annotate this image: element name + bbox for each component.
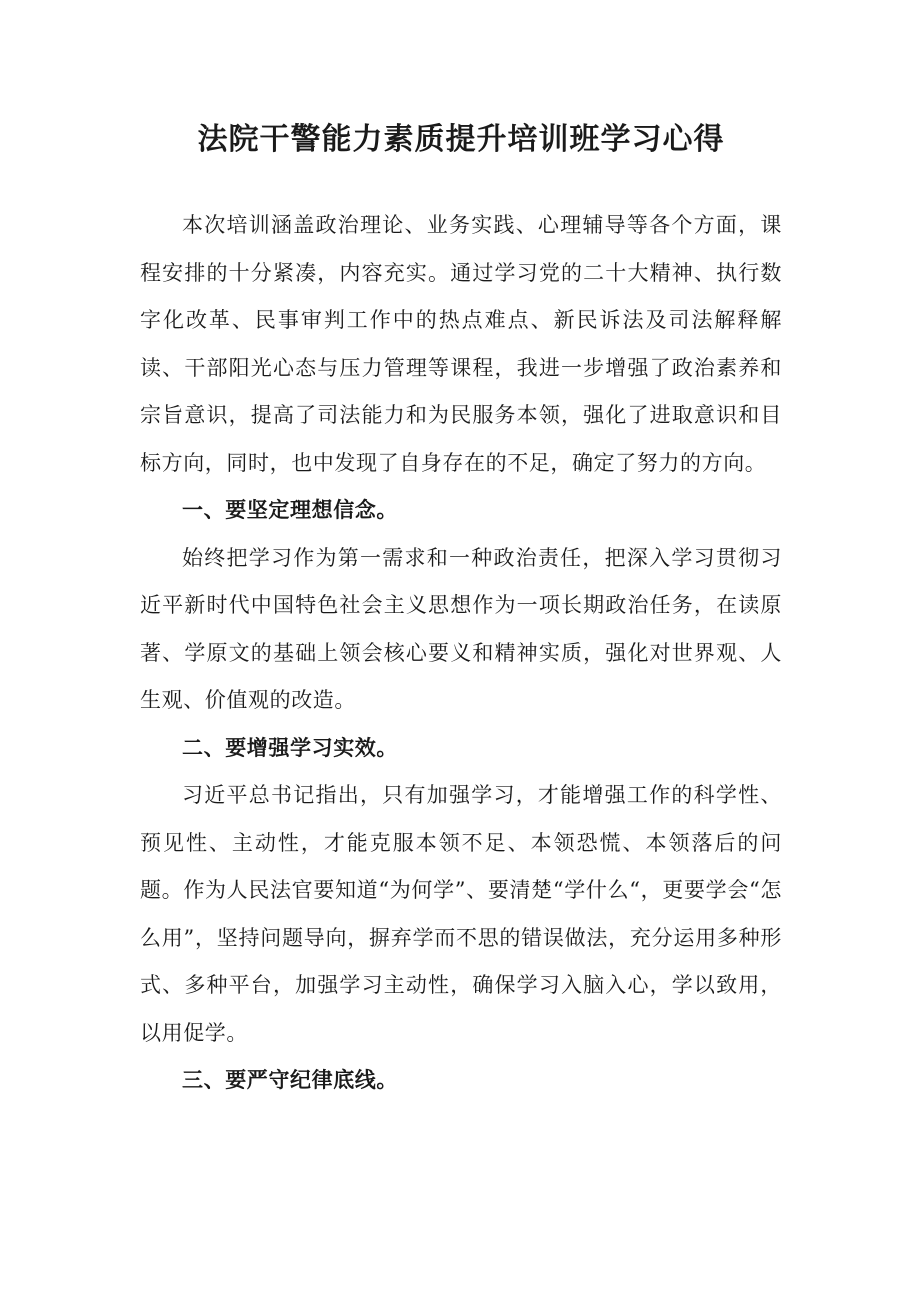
section-heading-1: 一、要坚定理想信念。 — [182, 498, 398, 522]
intro-paragraph: 本次培训涵盖政治理论、业务实践、心理辅导等各个方面，课程安排的十分紧凑，内容充实。通过学习党的二十大精神、执行数字化改革、民事审判工作中的热点难点、新民诉法及司法解释解读、干部阳光心态与压力管理等课程，我进一步增强了政治素养和宗旨意识，提高了司法能力和为民服务本领，强化了进取意识和目标方向，同时，也中发现了自身存在的不足，确定了努力的方向。 — [140, 213, 782, 475]
section-paragraph-2: 习近平总书记指出，只有加强学习，才能增强工作的科学性、预见性、主动性，才能克服本领不足、本领恐慌、本领落后的问题。作为人民法官要知道“为何学”、要清楚“学什么“，更要学会“怎么用”，坚持问题导向，摒弃学而不思的错误做法，充分运用多种形式、多种平台，加强学习主动性，确保学习入脑入心，学以致用，以用促学。 — [140, 783, 782, 1045]
document-title: 法院干警能力素质提升培训班学习心得 — [197, 122, 725, 157]
section-heading-2: 二、要增强学习实效。 — [182, 735, 398, 760]
section-paragraph-1: 始终把学习作为第一需求和一种政治责任，把深入学习贯彻习近平新时代中国特色社会主义思想作为一项长期政治任务，在读原著、学原文的基础上领会核心要义和精神实质，强化对世界观、人生观、价值观的改造。 — [140, 545, 782, 712]
section-heading-3: 三、要严守纪律底线。 — [182, 1068, 398, 1092]
